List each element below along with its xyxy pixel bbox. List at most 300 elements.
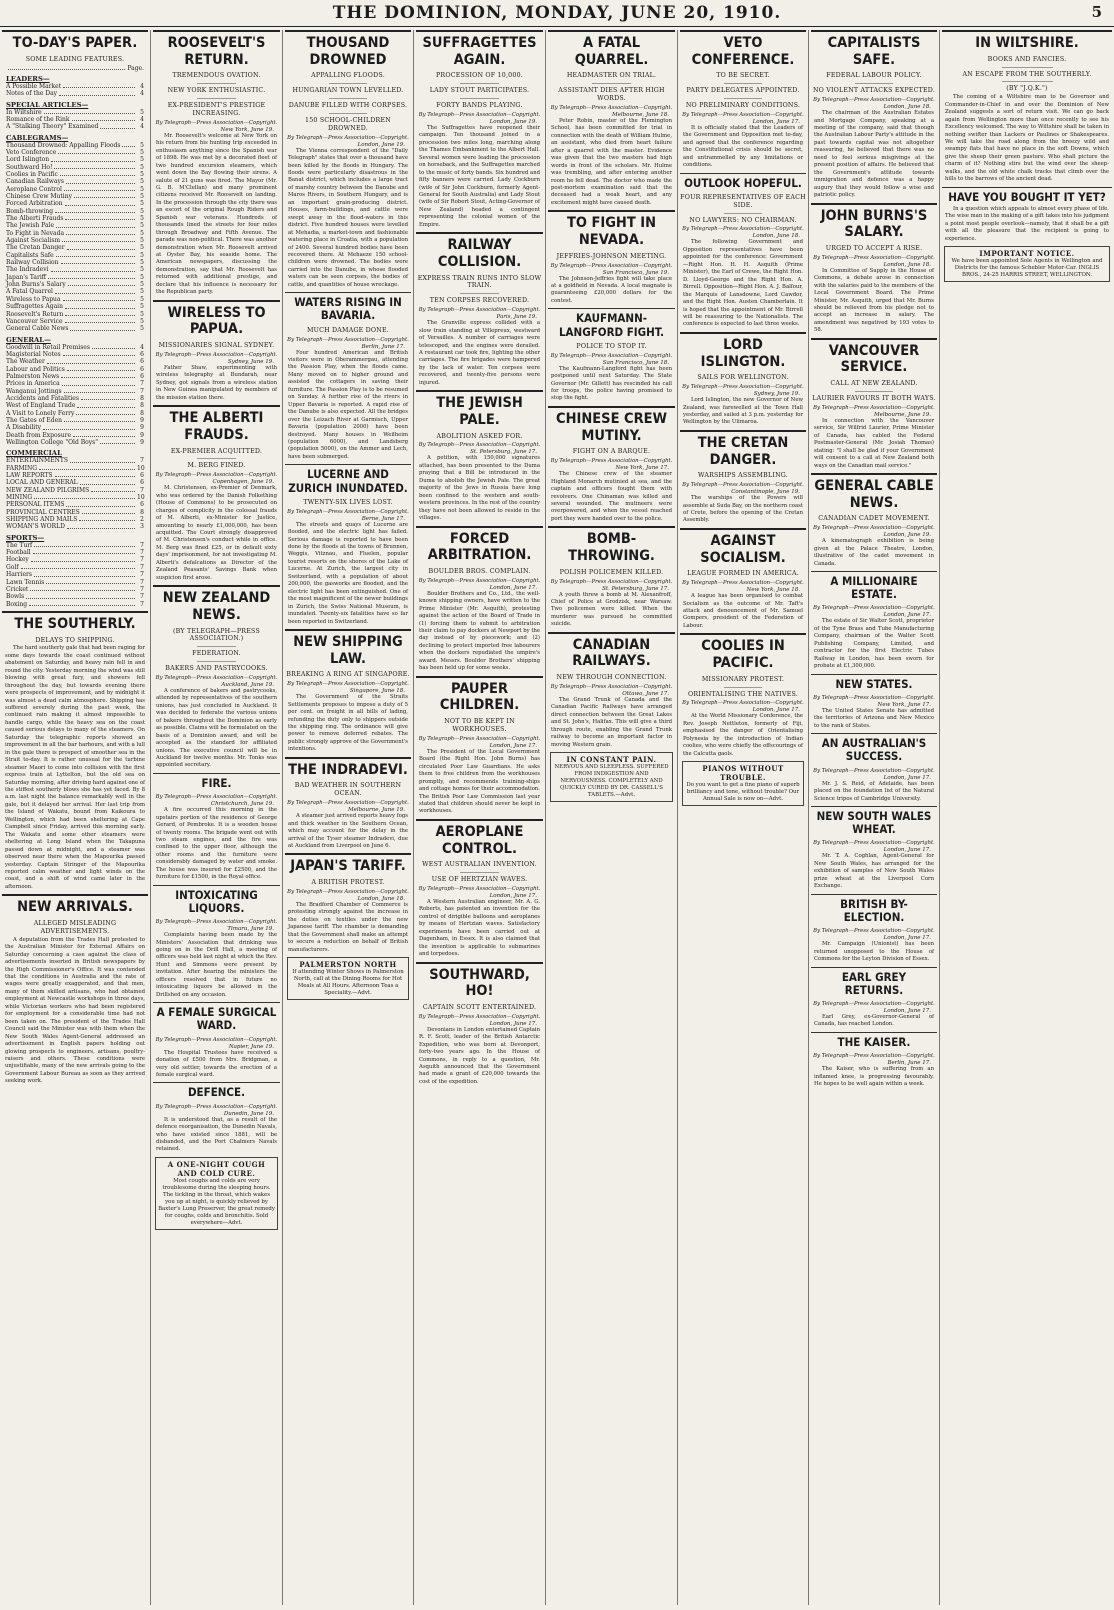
- article-dateline: Paris, June 19.: [496, 314, 537, 321]
- article-dateline: London, June 17.: [752, 118, 800, 125]
- index-row: [6, 556, 144, 563]
- article: [811, 30, 937, 200]
- press-credit: By Telegraph—Press Association—Copyright.: [813, 605, 935, 612]
- sub-divider: [329, 113, 367, 114]
- article-dateline: Melbourne, June 18.: [612, 111, 669, 118]
- article: [416, 962, 543, 1087]
- index-item-page: 5: [140, 273, 144, 281]
- article-headline: CANADIAN RAILWAYS.: [548, 632, 675, 672]
- index-item-page: 4: [140, 123, 144, 131]
- article-subheading: POLICE TO STOP IT.: [576, 342, 647, 350]
- index-item-page: 5: [140, 200, 144, 208]
- article-subheading: SAILS FOR WELLINGTON.: [697, 374, 789, 382]
- article: [153, 773, 280, 882]
- column-3: [285, 30, 411, 1605]
- index-leader-dots: [29, 601, 135, 606]
- index-leader-dots: [65, 200, 135, 205]
- article-headline: FIRE.: [153, 773, 280, 792]
- article-subheading: LADY STOUT PARTICIPATES.: [429, 87, 530, 95]
- index-row: [6, 351, 144, 358]
- index-item-page: 6: [140, 350, 144, 358]
- index-row: [6, 311, 144, 318]
- index-item-name: Roosevelt's Return: [6, 310, 64, 318]
- index-item-name: Southward Ho!: [6, 163, 53, 171]
- press-credit: By Telegraph—Press Association—Copyright.: [418, 111, 541, 118]
- index-item-page: 8: [140, 409, 144, 417]
- ad-title: IN CONSTANT PAIN.: [566, 755, 657, 765]
- sub-divider: [460, 293, 498, 294]
- sub-divider: [724, 83, 762, 84]
- press-credit: By Telegraph—Press Association—Copyright.: [682, 580, 804, 587]
- index-item-page: 6: [140, 501, 144, 509]
- article-body: The Grand Trunk of Canada and the Canadian Pacific Railways have arranged direct connection between the Great Lakes and St. John's, Halifax. This will give a third through route, enabling the Grand Trunk railway to become an important factor in moving Western grain.: [551, 696, 672, 748]
- article: [416, 232, 543, 387]
- index-leader-dots: [67, 523, 135, 528]
- index-page-label: [6, 65, 144, 72]
- index-row: [6, 424, 144, 431]
- article-subheading: FORTY BANDS PLAYING.: [436, 102, 523, 110]
- index-leader-dots: [56, 222, 135, 227]
- article-dateline: London, June 17.: [883, 935, 931, 942]
- index-item-name: Hockey: [6, 556, 29, 564]
- index-row: [6, 564, 144, 571]
- press-credit: By Telegraph—Press Association—Copyright.: [813, 1053, 935, 1060]
- index-leader-dots: [61, 259, 135, 264]
- index-row: [6, 366, 144, 373]
- sub-divider: [197, 83, 235, 84]
- ad-body: Do you want to get a fine piano of superb brilliancy and tone, without trouble? Our Annual Sale is now on—Advt.: [686, 782, 800, 803]
- article-headline: ROOSEVELT'S RETURN.: [153, 30, 280, 70]
- press-credit: By Telegraph—Press Association—Copyright.: [155, 919, 278, 926]
- index-item-page: 5: [140, 317, 144, 325]
- article: [2, 894, 148, 1085]
- index-row: [6, 465, 144, 472]
- press-credit: By Telegraph—Press Association—Copyright.: [550, 458, 673, 465]
- index-item-page: 5: [140, 251, 144, 259]
- index-leader-dots: [74, 193, 135, 198]
- article: [680, 173, 806, 329]
- index-leader-dots: [77, 402, 135, 407]
- article-subheading: BOULDER BROS. COMPLAIN.: [428, 567, 531, 575]
- article-subheading: WEST AUSTRALIAN INVENTION.: [422, 861, 537, 869]
- index-row: [6, 90, 144, 97]
- press-credit: By Telegraph—Press Association—Copyright.: [418, 307, 541, 314]
- press-credit: By Telegraph—Press Association—Copyright.: [287, 508, 409, 515]
- article-dateline: London, June 19.: [357, 141, 405, 148]
- article-body: The Bradford Chamber of Commerce is protesting strongly against the increase in the duties on textiles under the new Japanese tariff. The chamber is demanding that the Government shall make an attempt to secure a reduction on behalf of British manufacturers.: [288, 902, 408, 953]
- article-headline: LUCERNE AND ZURICH INUNDATED.: [285, 464, 411, 496]
- article-headline: CAPITALISTS SAFE.: [811, 30, 937, 70]
- index-item-name: Cricket: [6, 585, 29, 593]
- article-dateline: London, June 17.: [883, 1007, 931, 1014]
- index-leader-dots: [62, 237, 135, 242]
- article-body: Mr. Roosevelt's welcome at New York on his return from his hunting trip exceeded in enthusiasm anything since the Spanish war of 1898. He was met by a decorated fleet of two hundred excursion steamers, which went down the Bay flowing their sirens. A salute of 21 guns was fired. The Mayor (Mr. G. B. M'Clellan) and many prominent citizens received Mr. Roosevelt on landing. In the procession through the city there was an escort of the original Rough Riders and Spanish war veterans. Hundreds of thousands lined the streets for four miles through Broadway and Fifth Avenue. The parade was non-political. There was another demonstration when Mr. Roosevelt arrived at Oyster Bay, his seaside home. The American newspapers, discussing the demonstration, say that Mr. Roosevelt has returned with additional prestige, and declare that his influence is necessary for the Republican party.: [156, 132, 277, 296]
- index-item-name: Capitalists Safe: [6, 251, 54, 259]
- article-body: Four hundred American and British visitors were in Oberammergau, attending the Passion Play, when the floods came. Many moved on to higher ground and assisted the cottagers in saving their furniture. The Passion Play is to be resumed on Sunday. A further rise of the rivers in Upper Bavaria is reported. A rapid rise of the Danube is also expected. All the bridges over the Leizach River at Garmisch, Upper Bavaria (population 2000) have been destroyed. Many houses in Weilheim (population 6000), and Landsberg (population 5000), on the Ammer and Lech, have been submerged.: [288, 349, 408, 460]
- index-row: [6, 373, 144, 380]
- article-headline: THE KAISER.: [811, 1032, 937, 1051]
- article-dateline: New York, June 18.: [746, 587, 800, 594]
- index-leader-dots: [59, 90, 135, 95]
- index-leader-dots: [21, 564, 135, 569]
- index-item-page: 9: [140, 439, 144, 446]
- index-row: [6, 303, 144, 310]
- page-number: 5: [1091, 3, 1102, 21]
- article-dateline: London, June 17.: [883, 612, 931, 619]
- advertisement: [155, 1157, 278, 1230]
- article-body: It is understood that, as a result of the defence reorganisation, the Dunedin Navals, who have existed since 1881, will be disbanded, and the Port Chalmers Navals retained.: [156, 1116, 277, 1153]
- article-headline: OUTLOOK HOPEFUL.: [680, 173, 806, 192]
- index-item-page: 9: [140, 424, 144, 432]
- index-item-page: 7: [140, 549, 144, 557]
- article-subheading: NEW THROUGH CONNECTION.: [556, 674, 667, 682]
- article-subheading: ALLEGED MISLEADING ADVERTISEMENTS.: [33, 920, 117, 935]
- sub-divider: [855, 391, 893, 392]
- article-headline: AEROPLANE CONTROL.: [416, 819, 543, 859]
- article-headline: JAPAN'S TARIFF.: [285, 853, 411, 877]
- article-dateline: London, June 18.: [883, 261, 931, 268]
- index-row: [6, 571, 144, 578]
- index-leader-dots: [34, 494, 135, 499]
- article-body: A league has been organised to combat Socialism as the outcome of Mr. Taft's attack and denouncement of Mr. Samuel Gompers, president of the Federation of Labour.: [683, 593, 803, 629]
- article-subheading: BREAKING A RING AT SINGAPORE.: [286, 671, 410, 679]
- article-body: It is officially stated that the Leaders of the Government and Opposition met to-day, and agreed that the conference regarding the Constitutional crisis should be secret, and untrammelled by any limitations or conditions.: [683, 124, 803, 169]
- index-item-page: 7: [140, 563, 144, 571]
- press-credit: By Telegraph—Press Association—Copyright.: [155, 674, 278, 681]
- sub-divider: [855, 83, 893, 84]
- index-leader-dots: [80, 479, 135, 484]
- index-item-name: The Turf: [6, 541, 33, 549]
- article-headline: GENERAL CABLE NEWS.: [811, 473, 937, 513]
- article: [811, 967, 937, 1029]
- article-headline: THE ALBERTI FRAUDS.: [153, 405, 280, 445]
- article-headline: THE INDRADEVI.: [285, 757, 411, 781]
- ad-title: PIANOS WITHOUT TROUBLE.: [702, 764, 784, 783]
- article-dateline: London, June 18.: [357, 896, 405, 902]
- sub-divider: [197, 458, 235, 459]
- article: [416, 30, 543, 229]
- index-row: [6, 123, 144, 130]
- article-subheading: EX-PRESIDENT'S PRESTIGE INCREASING.: [167, 102, 266, 117]
- article-headline: TO FIGHT IN NEVADA.: [548, 210, 675, 250]
- article-subheading: ABOLITION ASKED FOR.: [436, 432, 523, 440]
- column-4-articles: [416, 30, 543, 1086]
- article-subheading: CALL AT NEW ZEALAND.: [830, 380, 918, 388]
- article-subheading: FOUR REPRESENTATIVES OF EACH SIDE.: [680, 193, 806, 209]
- index-leader-dots: [66, 501, 135, 506]
- article-subheading: POLISH POLICEMEN KILLED.: [559, 568, 664, 576]
- article-body: Mr. Campaign (Unionist) has been returned unopposed to the House of Commons for the Leyton Division of Essex.: [814, 941, 934, 963]
- article-subheading: BOOKS AND FANCIES.: [987, 55, 1067, 63]
- index-item-page: 6: [140, 479, 144, 487]
- index-item-page: 4: [140, 343, 144, 351]
- index-item-page: 5: [140, 178, 144, 186]
- article: [2, 611, 148, 891]
- index-item-name: FARMING: [6, 464, 38, 472]
- index-item-name: A Visit to Lonely Ferry: [6, 409, 75, 417]
- article: [942, 30, 1112, 184]
- column-3-articles: [285, 30, 411, 1000]
- article-body: A conference of bakers and pastrycooks, attended by representatives of the southern unions, has just concluded in Auckland. It was decided to federate the various unions of bakers throughout the Dominion as early as possible. Claims will be formulated on the basis of a Dominion award, and will be accepted as the standard for affiliated unions. The executive council will be in Auckland for twelve months. Mr. Tonks was appointed secretary.: [156, 687, 277, 769]
- index-leader-dots: [64, 417, 135, 422]
- index-item-name: Canadian Railways: [6, 178, 64, 186]
- press-credit: By Telegraph—Press Association—Copyright.: [155, 794, 278, 801]
- index-item-page: 5: [140, 170, 144, 178]
- index-leader-dots: [62, 380, 135, 385]
- index-item-page: 8: [140, 402, 144, 410]
- advertisement: [682, 761, 804, 806]
- index-section-title: SPECIAL ARTICLES—: [6, 100, 89, 109]
- press-credit: By Telegraph—Press Association—Copyright.: [813, 254, 935, 261]
- article: [548, 406, 675, 523]
- index-item-name: Suffragettes Again: [6, 303, 63, 311]
- index-row: [6, 230, 144, 237]
- index-row: [6, 164, 144, 171]
- index-leader-dots: [47, 358, 135, 363]
- index-item-name: Chinese Crew Mutiny: [6, 193, 72, 200]
- index-item-page: 5: [140, 207, 144, 215]
- index-leader-dots: [64, 186, 135, 191]
- column-4: [416, 30, 543, 1605]
- index-item-name: PERSONAL ITEMS: [6, 501, 65, 509]
- index-row: [6, 274, 144, 281]
- ad-title: IMPORTANT NOTICE.: [979, 249, 1075, 259]
- article-subheading: A BRITISH PROTEST.: [311, 879, 385, 887]
- article-dateline: London, June 17.: [752, 707, 800, 714]
- advertisement: [287, 957, 409, 1000]
- index-row: [6, 410, 144, 417]
- index-item-page: 6: [140, 365, 144, 373]
- index-item-page: 9: [140, 431, 144, 439]
- article-dateline: St. Petersburg, June 17.: [470, 449, 537, 456]
- index-item-name: Wireless to Papua: [6, 295, 61, 303]
- index-item-name: Wanganui Jottings: [6, 387, 62, 395]
- article-headline: CHINESE CREW MUTINY.: [548, 406, 675, 446]
- index-row: [6, 402, 144, 409]
- index-item-name: The Alberti Frauds: [6, 215, 64, 223]
- index-item-page: 5: [140, 163, 144, 171]
- article-dateline: Christchurch, June 19.: [210, 801, 274, 808]
- index-item-page: 7: [140, 593, 144, 601]
- press-credit: By Telegraph—Press Association—Copyright.: [155, 1103, 278, 1110]
- article: [285, 30, 411, 289]
- article-body: A deputation from the Trades Hall protested to the Australian Minister for External Affairs on Saturday concerning a case against the class of advertisements inserted in British newspapers by the High Commissioner's Office. It was contended that the conditions in Australia and the rate of wages were greatly exaggerated, and that men, many of them skilled artisans, who had obtained employment at Newcastle workshops in three days, while Victorian workers who had been registered for employment for a considerable time had not been taken on. The president of the Trades Hall Council said the Minister was with them when the New South Wales Agent-General addressed an advertisement in English papers holding out glowing prospects to engineers, artisans, poultry-raisers and others. These conditions were unjustifiable, many of the new arrivals going to the Government Labour Bureau as soon as they arrived seeking work.: [5, 936, 145, 1085]
- article-headline: NEW SHIPPING LAW.: [285, 629, 411, 669]
- article-body: The Kaiser, who is suffering from an inflamed knee, is progressing favourably. He hopes to be well again within a week.: [814, 1066, 934, 1087]
- ad-title: A ONE-NIGHT COUGH AND COLD CURE.: [167, 1159, 266, 1178]
- index-leader-dots: [81, 395, 135, 400]
- index-leader-dots: [26, 593, 135, 598]
- index-row: [6, 222, 144, 229]
- index-item-page: 4: [140, 82, 144, 90]
- index-row: [6, 156, 144, 163]
- index-row: [6, 116, 144, 123]
- sub-divider: [197, 646, 235, 647]
- article-subheading: NO PRELIMINARY CONDITIONS.: [685, 102, 801, 110]
- column-5: [548, 30, 675, 1605]
- index-row: [6, 237, 144, 244]
- index-item-page: 7: [140, 556, 144, 564]
- index-row: [6, 178, 144, 185]
- article-headline: VANCOUVER SERVICE.: [811, 338, 937, 378]
- index-item-page: 8: [140, 508, 144, 516]
- index-row: [6, 479, 144, 486]
- index-item-page: 5: [140, 141, 144, 149]
- article: [548, 526, 675, 628]
- index-leader-dots: [79, 516, 135, 521]
- article-subheading: FEDERATION.: [192, 650, 241, 658]
- article-subheading: PARTY DELEGATES APPOINTED.: [686, 87, 800, 95]
- article-dateline: New York, June 17.: [615, 465, 669, 472]
- index-item-name: Harriers: [6, 571, 32, 579]
- index-section-title: LEADERS—: [6, 74, 50, 83]
- article-body: The Vienna correspondent of the "Daily Telegraph" states that over a thousand have been killed by the floods in Hungary. The floods were particularly disastrous in the Banat district, which includes a large tract of marshy country between the Danube and Maros Rivers, in Southern Hungary, and is an important grain-producing district. Houses, farm-buildings, and cattle were swept away in the flood-waters in this district. Five hundred houses were levelled at Mehadia, a market-town and fashionable watering place in Croatia, with a population of 2400. Several hundred bodies have been recovered there. At Mehaeze 150 school-children were drowned. The bodies were carried into the Danube, in whose flooded waters can be seen corpses, the bodies of cattle, and quantities of house wreckage.: [288, 147, 408, 288]
- article-body: Complaints having been made by the Ministers' Association that drinking was going on in the Drill Hall, a meeting of officers was held last night at which the Rev. Hunt and Simmons were present by invitation. After hearing the ministers the officers resolved that in future no intoxicating liquors be allowed in the Drillshed on any occasion.: [156, 932, 277, 998]
- index-leader-dots: [56, 252, 135, 257]
- press-credit: By Telegraph—Press Association—Copyright.: [550, 578, 673, 585]
- index-leader-dots: [65, 318, 135, 323]
- index-item-page: 7: [140, 578, 144, 586]
- article-subheading: HUNGARIAN TOWN LEVELLED.: [292, 87, 404, 95]
- article-dateline: Dunedin, June 19.: [223, 1110, 274, 1117]
- sub-divider: [329, 98, 367, 99]
- press-credit: By Telegraph—Press Association—Copyright.: [813, 1000, 935, 1007]
- press-credit: By Telegraph—Press Association—Copyright.: [550, 352, 673, 359]
- article: [285, 757, 411, 851]
- sub-divider: [460, 872, 498, 873]
- index-item-name: The Weather: [6, 358, 45, 366]
- index-item-name: MINING: [6, 494, 33, 502]
- article: [285, 629, 411, 754]
- index-row: [6, 171, 144, 178]
- index-row: [6, 244, 144, 251]
- article-headline: IN WILTSHIRE.: [942, 30, 1112, 54]
- index-item-name: Labour and Politics: [6, 365, 65, 373]
- index-item-name: A Fatal Quarrel: [6, 288, 53, 296]
- index-leader-dots: [34, 571, 135, 576]
- article-subheading: 150 SCHOOL-CHILDREN DROWNED.: [305, 116, 391, 132]
- index-leader-dots: [66, 230, 135, 235]
- index-leader-dots: [55, 288, 135, 293]
- index-item-name: Veto Conference: [6, 148, 57, 156]
- index-item-page: 5: [140, 185, 144, 193]
- article-body: A youth threw a bomb at M. Alexanfroff, Chief of Police at Grodzisk, near Warsaw. Two policemen were killed. When the murderer was pursued he committed suicide.: [551, 591, 672, 628]
- article-subheading: ASSISTANT DIES AFTER HIGH WORDS.: [558, 87, 665, 103]
- index-leader-dots: [34, 542, 135, 547]
- index-row: [6, 344, 144, 351]
- index-leader-dots: [73, 432, 135, 437]
- index-leader-dots: [61, 373, 135, 378]
- index-item-page: 5: [140, 288, 144, 296]
- index-leader-dots: [76, 410, 135, 415]
- article-body: The following Government and Opposition representatives have been appointed for the conference: Government—Right Hon. H. H. Asquith (Prime Minister), the Earl of Crewe, the Right Hon. D. Lloyd-George and the Right Hon. A. Birrell. Opposition—Right Hon. A. J. Balfour, the Marquis of Lansdowne, Lord Cawdor, and the Right Hon. Austen Chamberlain. It is hoped that the appointment of Mr. Birrell will be reassuring to the Nationalists. The conference is expected to last three weeks.: [683, 239, 803, 328]
- article-body: Mr. J. S. Reid, of Adelaide, has been placed on the foundation list of the Natural Science tripos of Cambridge University.: [814, 780, 934, 802]
- sub-divider: [460, 98, 498, 99]
- index-item-page: 5: [140, 215, 144, 223]
- article: [811, 1032, 937, 1089]
- article-headline: WATERS RISING IN BAVARIA.: [285, 292, 411, 324]
- index-list: [6, 65, 144, 608]
- index-row: [6, 149, 144, 156]
- article-headline: A FEMALE SURGICAL WARD.: [153, 1002, 280, 1034]
- index-item-page: 6: [140, 372, 144, 380]
- index-item-page: 5: [140, 108, 144, 116]
- sub-divider: [724, 213, 762, 214]
- index-leader-dots: [55, 208, 135, 213]
- article: [285, 292, 411, 461]
- column-6-articles: [680, 30, 806, 806]
- index-row: [6, 509, 144, 516]
- column-8: [942, 30, 1112, 1605]
- article-subheading: (BY TELEGRAPH—PRESS ASSOCIATION.): [173, 627, 260, 643]
- article-body: Mr. T. A. Coghlan, Agent-General for New South Wales, has arranged for the exhibition of samples of New South Wales prize wheat at the Liverpool Corn Exchange.: [814, 853, 934, 890]
- index-row: [6, 380, 144, 387]
- index-leader-dots: [65, 311, 135, 316]
- column-7-articles: [811, 30, 937, 1088]
- article-headline: WIRELESS TO PAPUA.: [153, 300, 280, 340]
- column-6: [680, 30, 806, 1605]
- press-credit: By Telegraph—Press Association—Copyright.: [682, 482, 804, 489]
- index-row: [6, 288, 144, 295]
- article: [680, 528, 806, 630]
- index-item-page: 7: [140, 585, 144, 593]
- index-item-page: 9: [140, 416, 144, 424]
- index-item-name: PROVINCIAL CENTRES: [6, 508, 80, 516]
- article-headline: VETO CONFERENCE.: [680, 30, 806, 70]
- index-row: [6, 388, 144, 395]
- index-item-name: Magisterial Notes: [6, 350, 61, 358]
- index-item-page: 5: [140, 310, 144, 318]
- press-credit: By Telegraph—Press Association—Copyright.: [682, 384, 804, 391]
- article-subheading: TREMENDOUS OVATION.: [172, 72, 261, 80]
- index-leader-dots: [31, 556, 135, 561]
- article-dateline: Singapore, June 18.: [349, 688, 405, 695]
- masthead-title: THE DOMINION, MONDAY, JUNE 20, 1910.: [332, 3, 782, 23]
- press-credit: By Telegraph—Press Association—Copyright.: [287, 800, 409, 807]
- article-subheading: NEW YORK ENTHUSIASTIC.: [167, 87, 266, 95]
- index-row: [6, 252, 144, 259]
- article-headline: THE CRETAN DANGER.: [680, 430, 806, 470]
- ad-body: NERVOUS AND SLEEPLESS. SUFFERED FROM INDIGESTION AND NERVOUSNESS. COMPLETELY AND QUICKLY CURED BY DR. CASSELL'S TABLETS.—Advt.: [554, 764, 669, 799]
- column-1-articles: [2, 611, 148, 1086]
- index-item-page: 6: [140, 472, 144, 480]
- index-item-name: Lord Islington: [6, 156, 50, 164]
- article-body: The Kaufmann-Langford fight has been postponed until next Saturday. The State Governor (Mr. Gillett) has rescinded his call for troops, the police having promised to stop the fight.: [551, 365, 672, 402]
- article-dateline: London, June 19.: [489, 118, 537, 125]
- article-subheading: NO VIOLENT ATTACKS EXPECTED.: [812, 87, 936, 95]
- article-dateline: Napier, June 19.: [228, 1043, 274, 1050]
- index-leader-dots: [64, 388, 135, 393]
- index-item-name: Notes of the Day: [6, 90, 58, 98]
- article-dateline: San Francisco, June 19.: [602, 269, 669, 276]
- index-item-name: Thousand Drowned: Appalling Floods: [6, 141, 121, 149]
- article-subheading: AN ESCAPE FROM THE SOUTHERLY.: [962, 70, 1092, 78]
- press-credit: By Telegraph—Press Association—Copyright.: [155, 119, 278, 126]
- article: [811, 733, 937, 803]
- index-leader-dots: [55, 472, 135, 477]
- index-item-page: 4: [140, 90, 144, 98]
- index-item-page: 7: [140, 380, 144, 388]
- article-subheading: EXPRESS TRAIN RUNS INTO SLOW TRAIN.: [417, 274, 542, 290]
- article-headline: THE JEWISH PALE.: [416, 390, 543, 430]
- article: [680, 30, 806, 170]
- article-body: In a question which appeals to almost every phase of life. The wise man in the making of a gift takes into his judgment a point most people overlook—namely, that it shall be a gift with all the pleasure that the recipient is going to experience.: [945, 205, 1109, 242]
- index-item-page: 5: [140, 281, 144, 289]
- article-body: A petition, with 150,000 signatures attached, has been presented to the Duma praying that a Bill be introduced in the Duma to abolish the Jewish Pale. The great majority of the Jews in Russia have long been confined to the western and south-western provinces. In the rest of the country they have not been allowed to reside in the villages.: [419, 455, 540, 522]
- index-item-name: Lawn Tennis: [6, 578, 45, 586]
- index-item-name: Japan's Tariff: [6, 273, 47, 281]
- index-title: TO-DAY'S PAPER.: [2, 30, 148, 54]
